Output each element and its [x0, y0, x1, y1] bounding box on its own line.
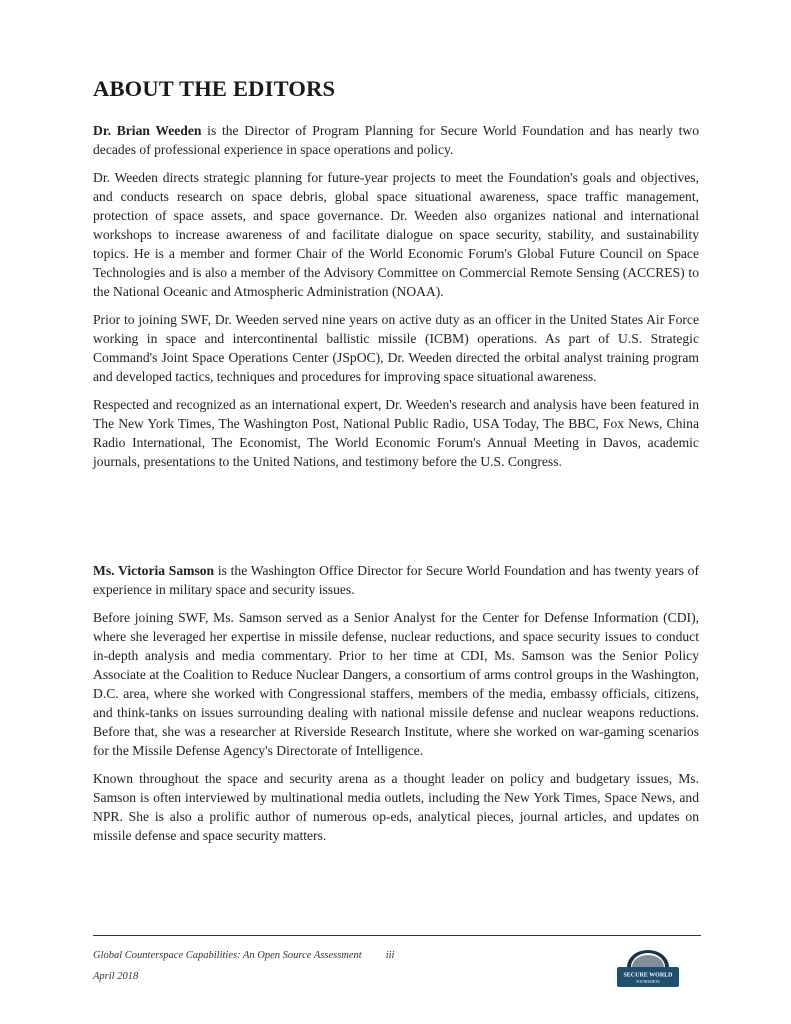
logo-globe-inner — [632, 955, 664, 967]
samson-name: Ms. Victoria Samson — [93, 563, 215, 578]
samson-paragraph-3: Known throughout the space and security arena as a thought leader on policy and budgetary issues, Ms. Samson is often interviewed by multinational media outlets, including the New York Times, Space News, and NPR. She is also a prolific author of numerous op-eds, analytical pieces, journal articles, and updates on missile defense and space security matters. — [93, 771, 699, 843]
footer-line-1 — [93, 945, 394, 966]
weeden-name: Dr. Brian Weeden — [93, 123, 202, 138]
samson-intro-text: is the Washington Office Director for Secure World Foundation and has twenty years of experience in military space and security issues. — [93, 563, 700, 597]
weeden-paragraph-4: Respected and recognized as an international expert, Dr. Weeden's research and analysis have been featured in The New York Times, The Washington Post, National Public Radio, USA Today, The BBC, Fox News, China Radio International, The Economist, The World Economic Forum's Annual Meeting in Davos, academic journals, presentations to the United Nations, and testimony before the U.S. Congress. — [93, 397, 699, 469]
samson-intro-paragraph — [93, 561, 699, 599]
page-title: ABOUT THE EDITORS — [93, 76, 336, 101]
secure-world-foundation-logo — [617, 947, 679, 989]
report-title: Global Counterspace Capabilities: An Open Source Assessment — [93, 950, 362, 961]
logo-line-2: FOUNDATION — [636, 980, 660, 984]
weeden-paragraph-2: Dr. Weeden directs strategic planning for future-year projects to meet the Foundation's goals and objectives, and conducts research on space debris, global space situational awareness, space traffic management, protection of space assets, and space governance. Dr. Weeden also organizes national and international workshops to increase awareness of and facilitate dialogue on space security, stability, and sustainability topics. He is a member and former Chair of the World Economic Forum's Global Future Council on Space Technologies and is also a member of the Advisory Committee on Commercial Remote Sensing (ACCRES) to the National Oceanic and Atmospheric Administration (NOAA). — [93, 170, 699, 299]
weeden-intro-text: is the Director of Program Planning for Secure World Foundation and has nearly two decades of professional experience in space operations and policy. — [93, 123, 699, 157]
page-number: iii — [385, 950, 395, 961]
footer-divider — [93, 935, 701, 936]
samson-paragraph-2: Before joining SWF, Ms. Samson served as a Senior Analyst for the Center for Defense Information (CDI), where she leveraged her expertise in missile defense, nuclear reductions, and space security issues to conduct in-depth analysis and media commentary. Prior to her time at CDI, Ms. Samson was the Senior Policy Associate at the Coalition to Reduce Nuclear Dangers, a consortium of arms control groups in the Washington, D.C. area, where she worked with Congressional staffers, members of the media, embassy officials, citizens, and think-tanks on issues surrounding dealing with national missile defense and nuclear weapons reductions. Before that, she was a researcher at Riverside Research Institute, where she worked on war-gaming scenarios for the Missile Defense Agency's Directorate of Intelligence. — [93, 610, 699, 758]
logo-line-1: SECURE WORLD — [623, 972, 673, 979]
weeden-intro-paragraph — [93, 121, 699, 159]
weeden-bio — [93, 121, 699, 480]
report-date: April 2018 — [93, 971, 139, 982]
weeden-paragraph-3: Prior to joining SWF, Dr. Weeden served nine years on active duty as an officer in the United States Air Force working in space and intercontinental ballistic missile (ICBM) operations. As part of U.S. Strategic Command's Joint Space Operations Center (JSpOC), Dr. Weeden directed the orbital analyst training program and developed tactics, techniques and procedures for improving space situational awareness. — [93, 312, 699, 384]
samson-bio — [93, 561, 699, 854]
footer — [93, 945, 394, 987]
